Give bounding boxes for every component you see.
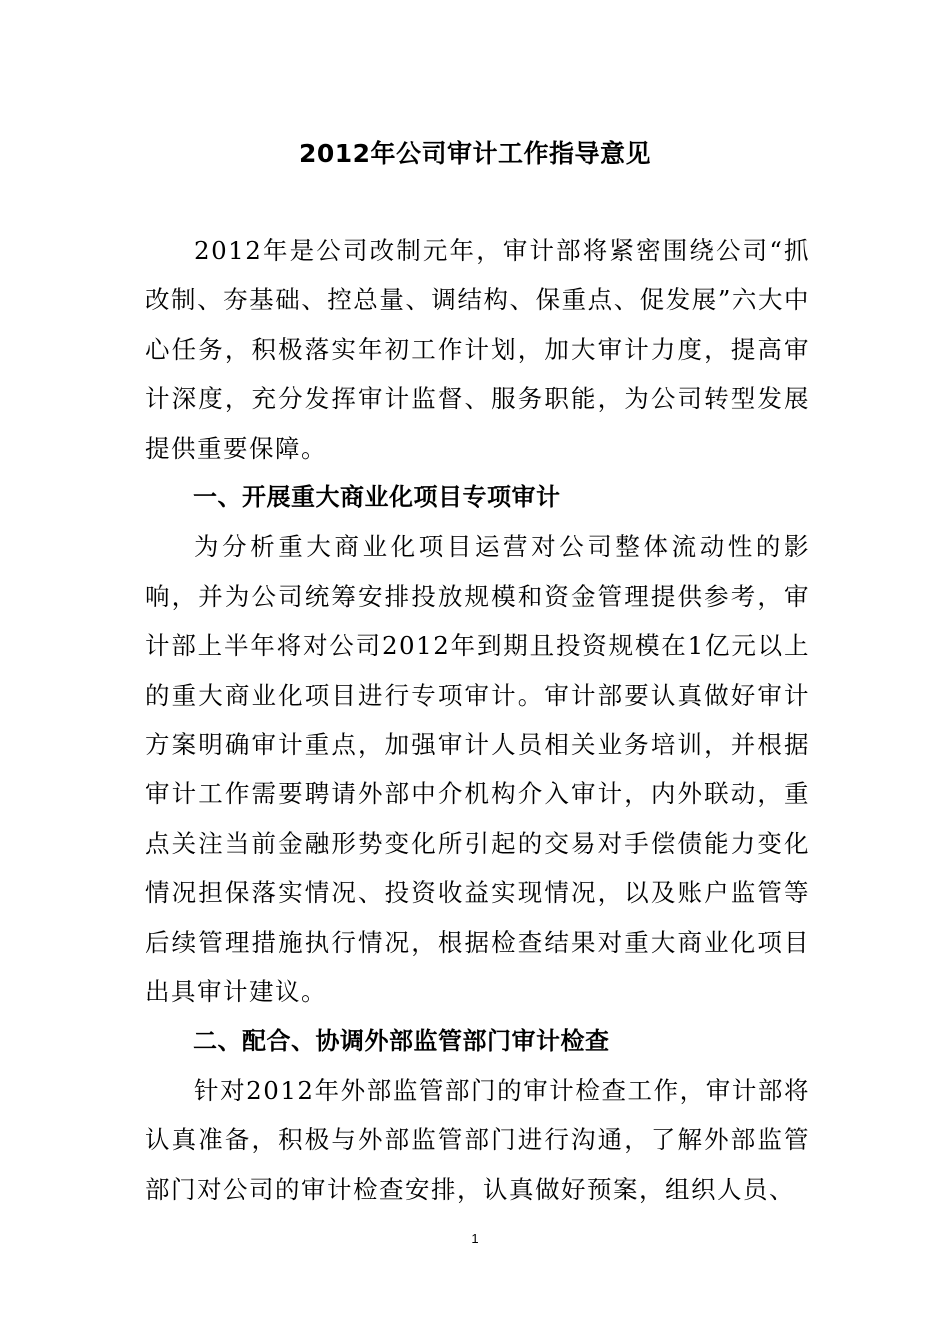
section-2-heading: 二、配合、协调外部监管部门审计检查 [193,1026,610,1055]
intro-paragraph: 2012年是公司改制元年，审计部将紧密围绕公司“抓改制、夯基础、控总量、调结构、保重点、促发展”六大中心任务，积极落实年初工作计划，加大审计力度，提高审计深度，充分发挥审计监督、服务职能，为公司转型发展提供重要保障。 [145,236,810,463]
document-body [145,226,810,1214]
section-1-paragraph: 为分析重大商业化项目运营对公司整体流动性的影响，并为公司统筹安排投放规模和资金管理提供参考，审计部上半年将对公司2012年到期且投资规模在1亿元以上的重大商业化项目进行专项审计。审计部要认真做好审计方案明确审计重点，加强审计人员相关业务培训，并根据审计工作需要聘请外部中介机构介入审计，内外联动，重点关注当前金融形势变化所引起的交易对手偿债能力变化情况担保落实情况、投资收益实现情况，以及账户监管等后续管理措施执行情况，根据检查结果对重大商业化项目出具审计建议。 [145,532,810,1007]
section-2-paragraph: 针对2012年外部监管部门的审计检查工作，审计部将认真准备，积极与外部监管部门进行沟通，了解外部监管部门对公司的审计检查安排，认真做好预案，组织人员、 [145,1075,810,1204]
document-title: 2012年公司审计工作指导意见 [298,139,652,168]
section-1-heading: 一、开展重大商业化项目专项审计 [193,483,561,512]
page-number: 1 [471,1231,479,1246]
